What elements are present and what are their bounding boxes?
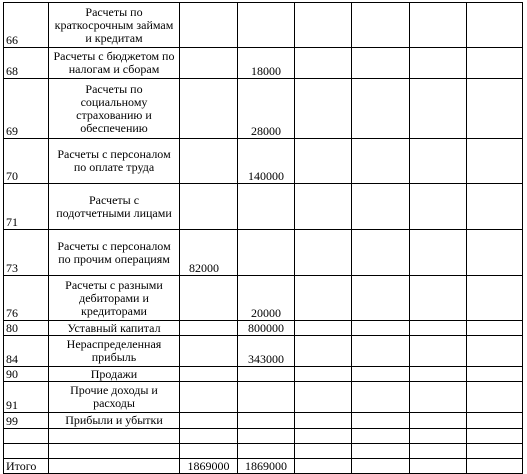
credit-cell bbox=[238, 3, 295, 48]
empty-cell bbox=[295, 276, 352, 321]
empty-cell bbox=[352, 3, 410, 48]
empty-cell bbox=[295, 367, 352, 382]
debit-cell bbox=[180, 139, 238, 184]
empty-cell bbox=[295, 382, 352, 413]
account-name-cell: Продажи bbox=[49, 367, 180, 382]
empty-cell bbox=[467, 48, 523, 79]
empty-cell bbox=[410, 444, 467, 459]
empty-cell bbox=[410, 276, 467, 321]
account-number-cell: 66 bbox=[4, 3, 49, 48]
empty-cell bbox=[352, 444, 410, 459]
account-name-cell: Расчеты по краткосрочным займам и кредитам bbox=[49, 3, 180, 48]
debit-cell bbox=[180, 48, 238, 79]
table-row bbox=[4, 230, 523, 276]
account-name-cell: Прочие доходы и расходы bbox=[49, 382, 180, 413]
account-name-cell: Прибыли и убытки bbox=[49, 413, 180, 429]
credit-cell bbox=[238, 413, 295, 429]
empty-cell bbox=[49, 459, 180, 474]
account-name-cell: Уставный капитал bbox=[49, 321, 180, 336]
account-name-cell bbox=[49, 429, 180, 444]
account-name-cell: Расчеты по социальному страхованию и обеспечению bbox=[49, 79, 180, 139]
account-number-cell: 68 bbox=[4, 48, 49, 79]
empty-cell bbox=[352, 79, 410, 139]
empty-cell bbox=[352, 413, 410, 429]
total-credit-cell: 1869000 bbox=[238, 459, 295, 474]
empty-cell bbox=[352, 276, 410, 321]
empty-cell bbox=[295, 336, 352, 367]
table-body bbox=[4, 3, 523, 474]
debit-cell bbox=[180, 321, 238, 336]
account-number-cell bbox=[4, 444, 49, 459]
empty-cell bbox=[295, 184, 352, 230]
debit-cell bbox=[180, 336, 238, 367]
empty-cell bbox=[352, 367, 410, 382]
table-row bbox=[4, 276, 523, 321]
empty-cell bbox=[295, 444, 352, 459]
account-number-cell: 84 bbox=[4, 336, 49, 367]
empty-cell bbox=[352, 48, 410, 79]
empty-cell bbox=[295, 139, 352, 184]
empty-cell bbox=[410, 459, 467, 474]
empty-cell bbox=[295, 48, 352, 79]
empty-cell bbox=[467, 444, 523, 459]
empty-cell bbox=[467, 230, 523, 276]
empty-cell bbox=[467, 367, 523, 382]
credit-cell bbox=[238, 382, 295, 413]
empty-cell bbox=[295, 321, 352, 336]
empty-cell bbox=[467, 3, 523, 48]
account-number-cell: 76 bbox=[4, 276, 49, 321]
empty-cell bbox=[410, 48, 467, 79]
table-row bbox=[4, 184, 523, 230]
empty-cell bbox=[467, 413, 523, 429]
empty-cell bbox=[352, 459, 410, 474]
table-row bbox=[4, 367, 523, 382]
empty-cell bbox=[467, 79, 523, 139]
empty-cell bbox=[295, 429, 352, 444]
credit-cell bbox=[238, 367, 295, 382]
account-name-cell: Расчеты с персоналом по прочим операциям bbox=[49, 230, 180, 276]
empty-cell bbox=[352, 382, 410, 413]
credit-cell: 20000 bbox=[238, 276, 295, 321]
debit-cell: 82000 bbox=[180, 230, 238, 276]
account-number-cell: 90 bbox=[4, 367, 49, 382]
credit-cell bbox=[238, 429, 295, 444]
empty-cell bbox=[295, 230, 352, 276]
empty-cell bbox=[352, 230, 410, 276]
table-row bbox=[4, 139, 523, 184]
account-number-cell: 69 bbox=[4, 79, 49, 139]
table-row bbox=[4, 48, 523, 79]
credit-cell: 140000 bbox=[238, 139, 295, 184]
empty-cell bbox=[467, 321, 523, 336]
account-name-cell bbox=[49, 444, 180, 459]
empty-cell bbox=[295, 79, 352, 139]
debit-cell bbox=[180, 413, 238, 429]
table-row bbox=[4, 413, 523, 429]
table-row bbox=[4, 79, 523, 139]
empty-cell bbox=[410, 429, 467, 444]
table-row bbox=[4, 3, 523, 48]
account-number-cell: 99 bbox=[4, 413, 49, 429]
empty-cell bbox=[352, 139, 410, 184]
empty-cell bbox=[467, 276, 523, 321]
empty-cell bbox=[352, 321, 410, 336]
empty-cell bbox=[467, 336, 523, 367]
credit-cell bbox=[238, 184, 295, 230]
account-number-cell: 73 bbox=[4, 230, 49, 276]
empty-cell bbox=[295, 3, 352, 48]
account-number-cell: 70 bbox=[4, 139, 49, 184]
empty-cell bbox=[410, 184, 467, 230]
account-number-cell bbox=[4, 429, 49, 444]
empty-cell bbox=[410, 413, 467, 429]
empty-cell bbox=[352, 429, 410, 444]
empty-cell bbox=[467, 429, 523, 444]
empty-cell bbox=[410, 321, 467, 336]
table-row bbox=[4, 429, 523, 444]
credit-cell: 800000 bbox=[238, 321, 295, 336]
table-row bbox=[4, 336, 523, 367]
credit-cell bbox=[238, 444, 295, 459]
empty-cell bbox=[410, 139, 467, 184]
credit-cell: 28000 bbox=[238, 79, 295, 139]
credit-cell: 18000 bbox=[238, 48, 295, 79]
debit-cell bbox=[180, 382, 238, 413]
total-label-cell: Итого bbox=[4, 459, 49, 474]
table-row bbox=[4, 444, 523, 459]
empty-cell bbox=[352, 336, 410, 367]
debit-cell bbox=[180, 444, 238, 459]
table-row bbox=[4, 382, 523, 413]
debit-cell bbox=[180, 79, 238, 139]
total-debit-cell: 1869000 bbox=[180, 459, 238, 474]
account-name-cell: Расчеты с разными дебиторами и кредиторами bbox=[49, 276, 180, 321]
total-row bbox=[4, 459, 523, 474]
account-name-cell: Расчеты с бюджетом по налогам и сборам bbox=[49, 48, 180, 79]
account-number-cell: 80 bbox=[4, 321, 49, 336]
empty-cell bbox=[295, 459, 352, 474]
empty-cell bbox=[410, 79, 467, 139]
empty-cell bbox=[410, 3, 467, 48]
debit-cell bbox=[180, 367, 238, 382]
account-number-cell: 91 bbox=[4, 382, 49, 413]
debit-cell bbox=[180, 429, 238, 444]
empty-cell bbox=[467, 459, 523, 474]
empty-cell bbox=[467, 382, 523, 413]
account-number-cell: 71 bbox=[4, 184, 49, 230]
balance-table bbox=[3, 2, 523, 474]
credit-cell: 343000 bbox=[238, 336, 295, 367]
debit-cell bbox=[180, 3, 238, 48]
empty-cell bbox=[467, 139, 523, 184]
debit-cell bbox=[180, 184, 238, 230]
account-name-cell: Нераспределенная прибыль bbox=[49, 336, 180, 367]
empty-cell bbox=[467, 184, 523, 230]
credit-cell bbox=[238, 230, 295, 276]
empty-cell bbox=[352, 184, 410, 230]
empty-cell bbox=[295, 413, 352, 429]
account-name-cell: Расчеты с персоналом по оплате труда bbox=[49, 139, 180, 184]
empty-cell bbox=[410, 382, 467, 413]
empty-cell bbox=[410, 336, 467, 367]
table-row bbox=[4, 321, 523, 336]
empty-cell bbox=[410, 230, 467, 276]
account-name-cell: Расчеты с подотчетными лицами bbox=[49, 184, 180, 230]
debit-cell bbox=[180, 276, 238, 321]
empty-cell bbox=[410, 367, 467, 382]
